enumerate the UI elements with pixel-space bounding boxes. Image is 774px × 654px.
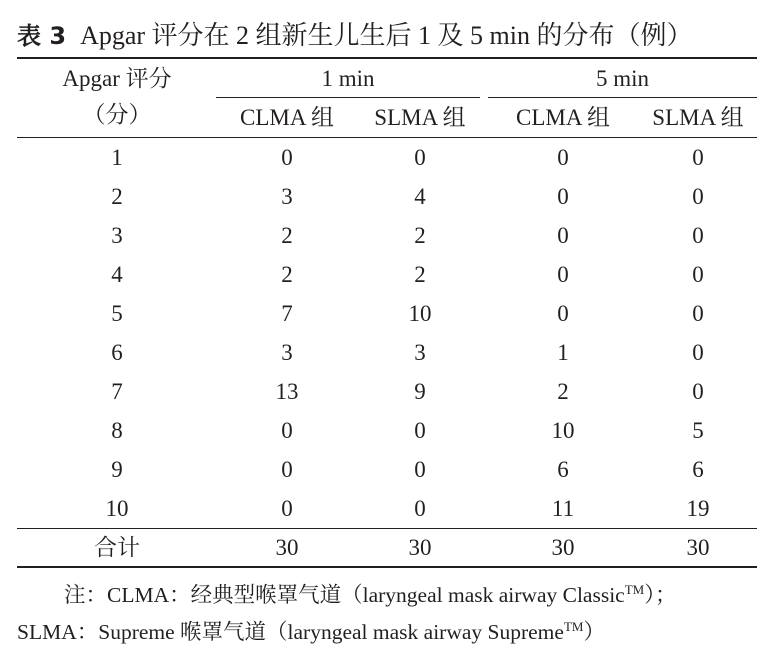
header-score-line2: （分） [82, 102, 152, 127]
row-value: 0 [557, 262, 569, 287]
row-value: 0 [692, 184, 704, 209]
row-value: 19 [686, 496, 710, 521]
row-score: 9 [111, 457, 123, 482]
row-value: 0 [281, 457, 293, 482]
table-caption [17, 18, 757, 54]
row-score: 4 [111, 262, 123, 287]
row-value: 0 [557, 184, 569, 209]
row-value: 2 [281, 223, 293, 248]
row-score: 6 [111, 340, 123, 365]
row-value: 3 [414, 340, 426, 365]
row-value: 0 [692, 262, 704, 287]
table-title: Apgar 评分在 2 组新生儿生后 1 及 5 min 的分布（例） [80, 21, 693, 50]
row-value: 0 [692, 145, 704, 170]
row-value: 10 [551, 418, 575, 443]
header-sub-1min-clma: CLMA 组 [240, 105, 334, 130]
total-label: 合计 [94, 535, 140, 560]
row-value: 6 [557, 457, 569, 482]
table-note-line1: 注：CLMA：经典型喉罩气道（laryngeal mask airway Classic™）； [64, 582, 677, 607]
row-value: 0 [692, 340, 704, 365]
row-value: 0 [414, 457, 426, 482]
row-value: 3 [281, 340, 293, 365]
header-sub-5min-clma: CLMA 组 [516, 105, 610, 130]
row-value: 0 [557, 301, 569, 326]
row-score: 8 [111, 418, 123, 443]
table-note-line2: SLMA：Supreme 喉罩气道（laryngeal mask airway Supreme™） [17, 619, 605, 644]
row-value: 0 [281, 418, 293, 443]
header-group-5min: 5 min [595, 66, 650, 91]
header-sub-5min-slma: SLMA 组 [652, 105, 744, 130]
header-group-1min: 1 min [321, 66, 375, 91]
row-value: 7 [281, 301, 293, 326]
total-value: 30 [686, 535, 710, 560]
row-value: 2 [414, 223, 426, 248]
row-value: 0 [692, 301, 704, 326]
row-value: 0 [414, 145, 426, 170]
total-value: 30 [275, 535, 299, 560]
row-value: 0 [414, 496, 426, 521]
total-value: 30 [551, 535, 575, 560]
row-value: 1 [557, 340, 569, 365]
row-value: 3 [281, 184, 293, 209]
header-sub-1min-slma: SLMA 组 [374, 105, 466, 130]
row-score: 5 [111, 301, 123, 326]
row-value: 0 [281, 145, 293, 170]
top-rule [17, 57, 757, 59]
row-value: 2 [557, 379, 569, 404]
row-value: 2 [281, 262, 293, 287]
row-value: 0 [557, 223, 569, 248]
row-value: 0 [692, 379, 704, 404]
row-value: 0 [281, 496, 293, 521]
row-value: 4 [414, 184, 426, 209]
row-score: 1 [111, 145, 123, 170]
row-value: 10 [408, 301, 432, 326]
row-value: 0 [557, 145, 569, 170]
header-score-line1: Apgar 评分 [62, 66, 172, 91]
row-value: 0 [692, 223, 704, 248]
row-score: 3 [111, 223, 123, 248]
row-value: 2 [414, 262, 426, 287]
row-value: 9 [414, 379, 426, 404]
row-score: 7 [111, 379, 123, 404]
row-score: 10 [105, 496, 129, 521]
row-score: 2 [111, 184, 123, 209]
row-value: 11 [551, 496, 575, 521]
total-value: 30 [408, 535, 432, 560]
row-value: 0 [414, 418, 426, 443]
table-number: 表 3 [17, 22, 67, 50]
row-value: 5 [692, 418, 704, 443]
row-value: 6 [692, 457, 704, 482]
row-value: 13 [275, 379, 299, 404]
